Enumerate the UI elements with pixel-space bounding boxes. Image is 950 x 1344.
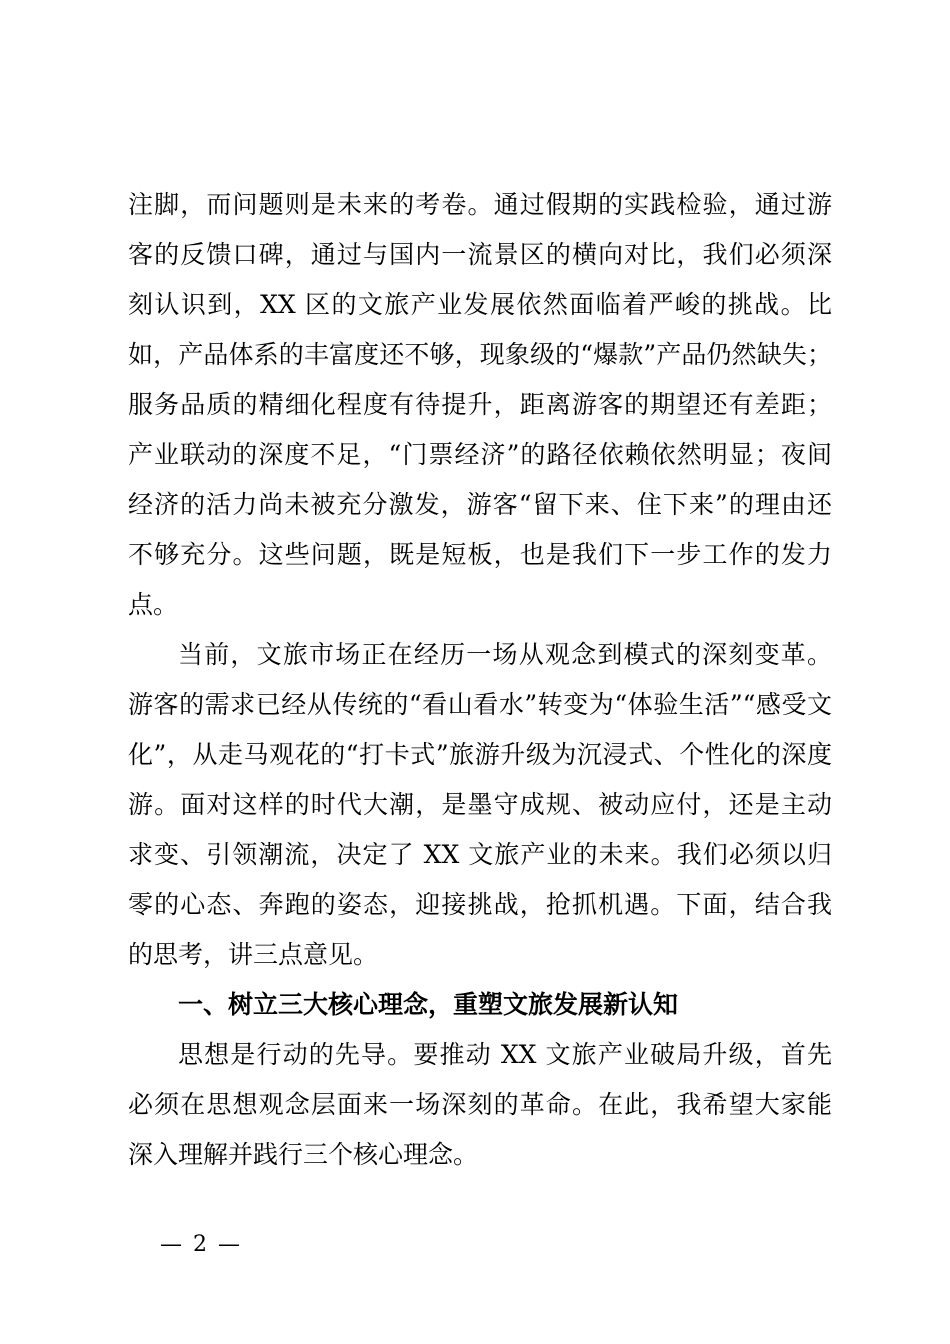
text-line: 的思考，讲三点意见。 [128, 940, 379, 969]
text-line: 求变、引领潮流，决定了 XX 文旅产业的未来。我们必须以归 [128, 840, 832, 869]
paragraph-current-situation [128, 630, 832, 980]
section-heading: 一、树立三大核心理念，重塑文旅发展新认知 [178, 990, 679, 1019]
text-line: 客的反馈口碑，通过与国内一流景区的横向对比，我们必须深 [128, 240, 832, 269]
text-line: 经济的活力尚未被充分激发，游客“留下来、住下来”的理由还 [128, 490, 832, 519]
text-line: 游。面对这样的时代大潮，是墨守成规、被动应付，还是主动 [128, 790, 832, 819]
text-line: 不够充分。这些问题，既是短板，也是我们下一步工作的发力 [128, 540, 832, 569]
paragraph-problems [128, 180, 832, 630]
text-line: 零的心态、奔跑的姿态，迎接挑战，抢抓机遇。下面，结合我 [128, 890, 832, 919]
text-line: 思想是行动的先导。要推动 XX 文旅产业破局升级，首先 [178, 1040, 832, 1069]
text-line: 如，产品体系的丰富度还不够，现象级的“爆款”产品仍然缺失； [128, 340, 832, 369]
text-line: 化”，从走马观花的“打卡式”旅游升级为沉浸式、个性化的深度 [128, 740, 832, 769]
text-line: 点。 [128, 590, 179, 619]
document-body [128, 180, 832, 1180]
text-line: 产业联动的深度不足，“门票经济”的路径依赖依然明显；夜间 [128, 440, 832, 469]
text-line: 必须在思想观念层面来一场深刻的革命。在此，我希望大家能 [128, 1090, 832, 1119]
text-line: 注脚，而问题则是未来的考卷。通过假期的实践检验，通过游 [128, 190, 832, 219]
page-number: — 2 — [160, 1232, 242, 1257]
text-line: 刻认识到，XX 区的文旅产业发展依然面临着严峻的挑战。比 [128, 290, 832, 319]
paragraph-core-concepts [128, 1030, 832, 1180]
text-line: 服务品质的精细化程度有待提升，距离游客的期望还有差距； [128, 390, 832, 419]
text-line: 深入理解并践行三个核心理念。 [128, 1140, 479, 1169]
text-line: 游客的需求已经从传统的“看山看水”转变为“体验生活”“感受文 [128, 690, 832, 719]
text-line: 当前，文旅市场正在经历一场从观念到模式的深刻变革。 [178, 640, 832, 669]
